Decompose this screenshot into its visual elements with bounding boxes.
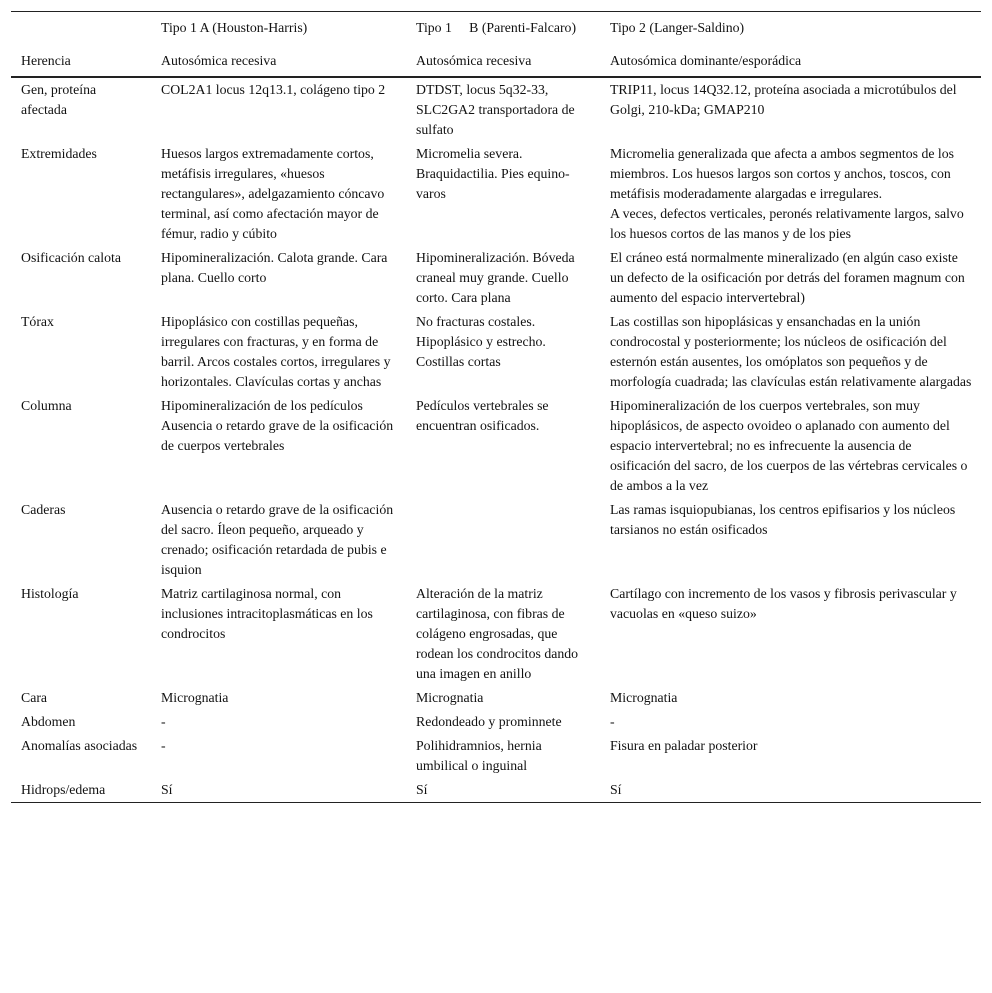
row-label: Anomalías asociadas bbox=[21, 738, 138, 753]
cell-paragraph: Hipomineralización de los pedículos bbox=[161, 398, 363, 413]
cell-paragraph: DTDST, locus 5q32-33, SLC2GA2 transportadora de sulfato bbox=[416, 82, 575, 137]
cell-paragraph: Las ramas isquiopubianas, los centros epifisarios y los núcleos tarsianos no están osificados bbox=[610, 502, 956, 537]
cell-paragraph: Huesos largos extremadamente cortos, metáfisis irregulares, «huesos rectangulares», adelgazamiento cóncavo terminal, así como afectación mayor de fémur, radio y cúbito bbox=[161, 146, 385, 241]
cell-col3 bbox=[600, 582, 981, 686]
cell-paragraph: COL2A1 locus 12q13.1, colágeno tipo 2 bbox=[161, 82, 386, 97]
cell-paragraph: Micrognatia bbox=[161, 690, 229, 705]
cell-paragraph: Ausencia o retardo grave de la osificación de cuerpos vertebrales bbox=[161, 418, 394, 453]
cell-col2 bbox=[406, 778, 600, 803]
cell-paragraph: Alteración de la matriz cartilaginosa, con fibras de colágeno engrosadas, que rodean los condrocitos dando una imagen en anillo bbox=[416, 586, 579, 681]
cell-paragraph: Micrognatia bbox=[610, 690, 678, 705]
cell-col3 bbox=[600, 778, 981, 803]
row-label: Gen, proteína afectada bbox=[21, 82, 97, 117]
cell-col3 bbox=[600, 710, 981, 734]
cell-paragraph: - bbox=[161, 714, 166, 729]
table-row bbox=[11, 310, 981, 394]
header-col-tipo-2: Tipo 2 (Langer-Saldino) bbox=[600, 12, 981, 39]
cell-col3 bbox=[600, 734, 981, 778]
cell-paragraph: No fracturas costales. Hipoplásico y estrecho. Costillas cortas bbox=[416, 314, 546, 369]
header-row bbox=[11, 12, 981, 39]
cell-col2 bbox=[406, 142, 600, 246]
subheader-col-tipo-2: Autosómica dominante/esporádica bbox=[600, 38, 981, 77]
subheader-label: Herencia bbox=[11, 38, 151, 77]
document-page bbox=[11, 11, 981, 803]
cell-col2 bbox=[406, 498, 600, 582]
cell-col2 bbox=[406, 582, 600, 686]
comparison-table bbox=[11, 11, 981, 803]
subheader-row bbox=[11, 38, 981, 77]
cell-col1 bbox=[151, 246, 406, 310]
cell-col1 bbox=[151, 778, 406, 803]
cell-paragraph: Sí bbox=[610, 782, 622, 797]
cell-col1 bbox=[151, 498, 406, 582]
header-col-tipo-1b: Tipo 1 B (Parenti-Falcaro) bbox=[406, 12, 600, 39]
cell-paragraph: Las costillas son hipoplásicas y ensanchadas en la unión condrocostal y posteriormente; los núcleos de osificación del esternón están ausentes, los omóplatos son pequeños y de morfología cuadrada; las clavículas están relativamente alargadas bbox=[610, 314, 972, 389]
cell-col2 bbox=[406, 310, 600, 394]
table-row bbox=[11, 77, 981, 142]
subheader-col-tipo-1a: Autosómica recesiva bbox=[151, 38, 406, 77]
row-label: Cara bbox=[21, 690, 48, 705]
table-row bbox=[11, 498, 981, 582]
cell-col3 bbox=[600, 686, 981, 710]
table-row bbox=[11, 710, 981, 734]
cell-paragraph: Cartílago con incremento de los vasos y fibrosis perivascular y vacuolas en «queso suizo» bbox=[610, 586, 957, 621]
cell-paragraph: Micromelia severa. Braquidactilia. Pies equino-varos bbox=[416, 146, 570, 201]
table-row bbox=[11, 246, 981, 310]
cell-paragraph: Redondeado y prominnete bbox=[416, 714, 562, 729]
table-row bbox=[11, 686, 981, 710]
cell-paragraph: Pedículos vertebrales se encuentran osificados. bbox=[416, 398, 549, 433]
cell-paragraph: Hipomineralización. Bóveda craneal muy grande. Cuello corto. Cara plana bbox=[416, 250, 575, 305]
cell-col2 bbox=[406, 77, 600, 142]
cell-col1 bbox=[151, 142, 406, 246]
cell-paragraph: El cráneo está normalmente mineralizado (en algún caso existe un defecto de la osificación por detrás del foramen magnum con aumento del espacio intervertebral) bbox=[610, 250, 965, 305]
row-label: Hidrops/edema bbox=[11, 778, 151, 803]
cell-col1 bbox=[151, 710, 406, 734]
row-label: Abdomen bbox=[21, 714, 76, 729]
cell-col1 bbox=[151, 310, 406, 394]
cell-col1 bbox=[151, 734, 406, 778]
row-label: Columna bbox=[21, 398, 72, 413]
row-label: Extremidades bbox=[21, 146, 97, 161]
cell-paragraph: Hipomineralización de los cuerpos vertebrales, son muy hipoplásicos, de aspecto ovoideo o aplanado con aumento del espacio intervertebral; no es infrecuente la ausencia de osificación del sacro, de los cuerpos de las vértebras cervicales o de ambos a la vez bbox=[610, 398, 968, 493]
cell-col3 bbox=[600, 498, 981, 582]
cell-col1 bbox=[151, 686, 406, 710]
cell-paragraph: Sí bbox=[416, 782, 428, 797]
table-row bbox=[11, 582, 981, 686]
cell-col3 bbox=[600, 142, 981, 246]
cell-paragraph: A veces, defectos verticales, peronés relativamente largos, salvo los huesos cortos de las manos y de los pies bbox=[610, 206, 964, 241]
row-label: Osificación calota bbox=[21, 250, 121, 265]
cell-col2 bbox=[406, 686, 600, 710]
cell-col3 bbox=[600, 310, 981, 394]
cell-col1 bbox=[151, 394, 406, 498]
table-row bbox=[11, 142, 981, 246]
cell-paragraph: Hipoplásico con costillas pequeñas, irregulares con fracturas, y en forma de barril. Arcos costales cortos, irregulares y horizontales. Clavículas cortas y anchas bbox=[161, 314, 391, 389]
cell-paragraph: - bbox=[610, 714, 615, 729]
header-col-tipo-1a: Tipo 1 A (Houston-Harris) bbox=[151, 12, 406, 39]
cell-paragraph: Micromelia generalizada que afecta a ambos segmentos de los miembros. Los huesos largos son cortos y anchos, toscos, con metáfisis moderadamente alargadas e irregulares. bbox=[610, 146, 955, 201]
table-row bbox=[11, 778, 981, 803]
header-label-cell bbox=[11, 12, 151, 39]
cell-paragraph: - bbox=[161, 738, 166, 753]
cell-col1 bbox=[151, 77, 406, 142]
cell-paragraph: Hipomineralización. Calota grande. Cara plana. Cuello corto bbox=[161, 250, 388, 285]
cell-col3 bbox=[600, 77, 981, 142]
cell-col1 bbox=[151, 582, 406, 686]
cell-col2 bbox=[406, 246, 600, 310]
cell-paragraph: TRIP11, locus 14Q32.12, proteína asociada a microtúbulos del Golgi, 210-kDa; GMAP210 bbox=[610, 82, 957, 117]
table-row bbox=[11, 394, 981, 498]
cell-col2 bbox=[406, 734, 600, 778]
row-label: Tórax bbox=[21, 314, 54, 329]
cell-paragraph: Ausencia o retardo grave de la osificación del sacro. Íleon pequeño, arqueado y crenado; osificación retardada de pubis e isquion bbox=[161, 502, 394, 577]
cell-paragraph: Polihidramnios, hernia umbilical o inguinal bbox=[416, 738, 542, 773]
cell-paragraph: Matriz cartilaginosa normal, con inclusiones intracitoplasmáticas en los condrocitos bbox=[161, 586, 373, 641]
cell-col2 bbox=[406, 394, 600, 498]
cell-col3 bbox=[600, 394, 981, 498]
row-label: Caderas bbox=[21, 502, 66, 517]
table-row bbox=[11, 734, 981, 778]
cell-paragraph: Micrognatia bbox=[416, 690, 484, 705]
cell-paragraph: Sí bbox=[161, 782, 173, 797]
row-label: Histología bbox=[21, 586, 79, 601]
cell-col2 bbox=[406, 710, 600, 734]
cell-paragraph: Fisura en paladar posterior bbox=[610, 738, 758, 753]
subheader-col-tipo-1b: Autosómica recesiva bbox=[406, 38, 600, 77]
cell-col3 bbox=[600, 246, 981, 310]
